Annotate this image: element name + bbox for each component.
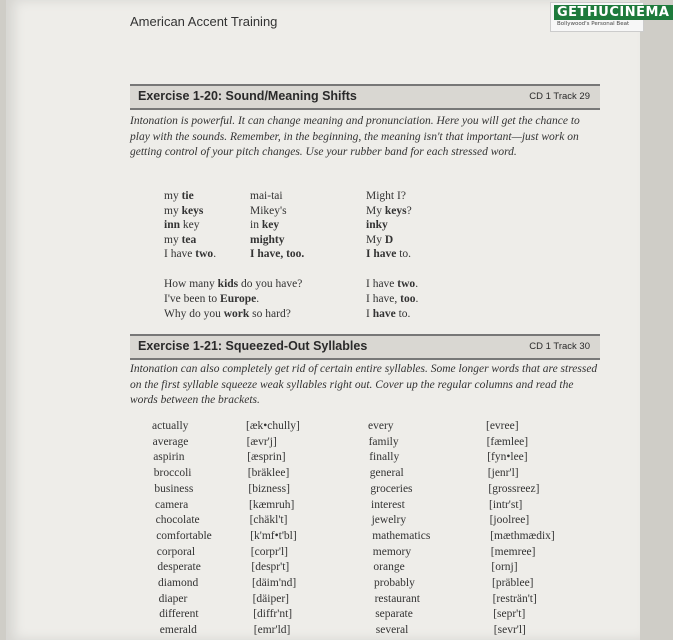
plain-text: . [415,278,419,290]
stressed-text: have [372,308,396,320]
word: interest [371,498,405,511]
plain-text: I've been to [164,293,221,305]
word: camera [155,498,189,511]
shift-item [250,205,287,217]
stressed-text: I have [366,248,397,260]
shift-item [250,234,285,246]
word: general [369,467,404,480]
word: comfortable [156,529,212,542]
sentence-item [164,278,302,290]
word: actually [152,420,189,432]
squeezed-pronunciation: [jenr'l] [487,467,519,480]
shift-item [366,234,393,246]
shift-item [164,234,196,246]
stressed-text: work [223,308,250,320]
plain-text: my [164,204,182,217]
stressed-text: inky [366,219,388,231]
plain-text: tai [271,190,283,202]
squeezed-pronunciation: [emr'ld] [253,624,291,637]
logo-text: GETHUCINEMA [554,5,673,20]
squeezed-pronunciation: [däim'nd] [252,577,297,589]
shift-item [366,190,406,202]
stressed-text: kids [217,278,239,290]
word: finally [369,451,400,464]
word: groceries [370,482,413,495]
shift-item [164,219,199,231]
stressed-text: two [195,248,214,260]
textbook-page [6,0,670,640]
plain-text: My [366,204,385,217]
stressed-text: inn [164,219,180,231]
squeezed-pronunciation: [æk•chully] [246,420,300,432]
plain-text: I have [366,278,398,290]
stressed-text: two [397,278,416,290]
squeezed-pronunciation: [despr't] [251,561,290,574]
stressed-text: keys [384,204,407,217]
shift-item [250,190,283,202]
plain-text: . [415,293,419,305]
squeezed-pronunciation: [evree] [486,420,519,432]
plain-text: Why do you [164,308,224,320]
plain-text: ? [406,204,412,217]
shift-item [164,248,216,260]
plain-text: How many [164,278,218,290]
squeezed-pronunciation: [æsprin] [247,451,286,464]
word: chocolate [155,514,200,527]
squeezed-pronunciation: [sepr't] [493,608,526,621]
plain-text: my [164,233,182,246]
word: different [159,608,199,621]
squeezed-pronunciation: [intr'st] [489,498,523,511]
exercise-1-20-header [130,84,600,110]
shift-item [164,205,203,217]
word: memory [372,545,412,558]
stressed-text: tie [181,190,194,202]
word: family [368,435,399,448]
stressed-text: I have, too. [250,248,305,260]
plain-text: to. [395,308,411,320]
word: diaper [158,592,188,605]
sentence-item [164,308,291,320]
shift-item [366,219,388,231]
word: every [368,420,394,432]
squeezed-pronunciation: [däiper] [252,592,289,605]
shift-item [164,190,194,202]
plain-text: do you have? [238,278,303,290]
squeezed-pronunciation: [mæthmædix] [490,529,555,542]
word: diamond [158,577,199,589]
word: corporal [156,545,196,558]
word: jewelry [371,514,407,527]
word: separate [375,608,413,621]
response-item [366,308,410,320]
squeezed-pronunciation: [bizness] [248,482,290,495]
exercise-1-21-intro: Intonation can also completely get rid of certain entire syllables. Some longer words that are stressed on the first syllable squeeze weak syllables right out. Cover up the regular columns and read the words between the brackets. [130,363,598,406]
plain-text: . [213,248,217,260]
squeezed-pronunciation: [diffr'nt] [253,608,293,621]
stressed-text: mighty [250,233,285,246]
word: orange [373,561,405,574]
response-item [366,278,418,290]
word: desperate [157,561,201,574]
squeezed-pronunciation: [fyn•lee] [487,451,528,464]
plain-text: my [164,190,182,202]
watermark-logo [550,2,670,32]
squeezed-pronunciation: [sevr'l] [493,624,526,637]
plain-text: so hard? [249,308,291,320]
word: average [152,435,189,448]
response-item [366,293,418,305]
plain-text: . [256,293,260,305]
shift-item [366,205,412,217]
word: emerald [159,624,197,637]
stressed-text: keys [181,204,204,217]
shift-item [250,248,304,260]
plain-text: Might I? [366,190,406,202]
plain-text: I have [164,248,196,260]
shift-item [366,248,411,260]
squeezed-pronunciation: [ornj] [491,561,518,574]
word: aspirin [153,451,185,464]
squeezed-pronunciation: [kæmruh] [249,498,295,511]
word: broccoli [153,467,192,480]
plain-text: key [180,219,200,231]
plain-text: Mikey's [250,204,287,217]
exercise-track: CD 1 Track 29 [529,91,590,102]
squeezed-pronunciation: [corpr'l] [250,545,288,558]
stressed-text: D [384,233,394,246]
squeezed-pronunciation: [präblee] [492,577,534,589]
plain-text: in [250,219,262,231]
shift-item [250,219,279,231]
exercise-track: CD 1 Track 30 [529,341,590,352]
plain-text: I [366,308,373,320]
exercise-title: Exercise 1-20: Sound/Meaning Shifts [138,89,357,103]
exercise-1-21-header [130,334,600,360]
sentence-item [164,293,259,305]
word: business [154,482,194,495]
plain-text: mai- [250,190,272,202]
plain-text: I have, [366,293,401,305]
word: probably [374,577,415,589]
word: restaurant [374,592,420,605]
running-header: American Accent Training [130,14,278,29]
stressed-text: tea [181,233,197,246]
squeezed-pronunciation: [memree] [490,545,536,558]
squeezed-pronunciation: [k'mf•t'bl] [250,529,297,542]
exercise-1-20-intro: Intonation is powerful. It can change meaning and pronunciation. Here you will get the chance to play with the sounds. Remember, in the beginning, the meaning isn't that important—just work on getting control of your pitch changes. Use your rubber band for each stressed word. [130,115,580,158]
plain-text: to. [396,248,412,260]
squeezed-pronunciation: [chäkl't] [249,514,288,527]
squeezed-pronunciation: [resträn't] [492,592,537,605]
squeezed-pronunciation: [grossreez] [488,482,540,495]
stressed-text: too [400,293,416,305]
stressed-text: Europe [220,293,257,305]
word: mathematics [372,529,431,542]
squeezed-pronunciation: [joolree] [489,514,530,527]
squeezed-pronunciation: [bräklee] [247,467,290,480]
exercise-title: Exercise 1-21: Squeezed-Out Syllables [138,339,368,353]
plain-text: My [366,233,385,246]
logo-subtext: Bollywood's Personal Beat [557,21,630,27]
word: several [375,624,409,637]
squeezed-pronunciation: [ævr'j] [246,435,277,448]
squeezed-pronunciation: [fæmlee] [486,435,529,448]
stressed-text: key [261,219,280,231]
